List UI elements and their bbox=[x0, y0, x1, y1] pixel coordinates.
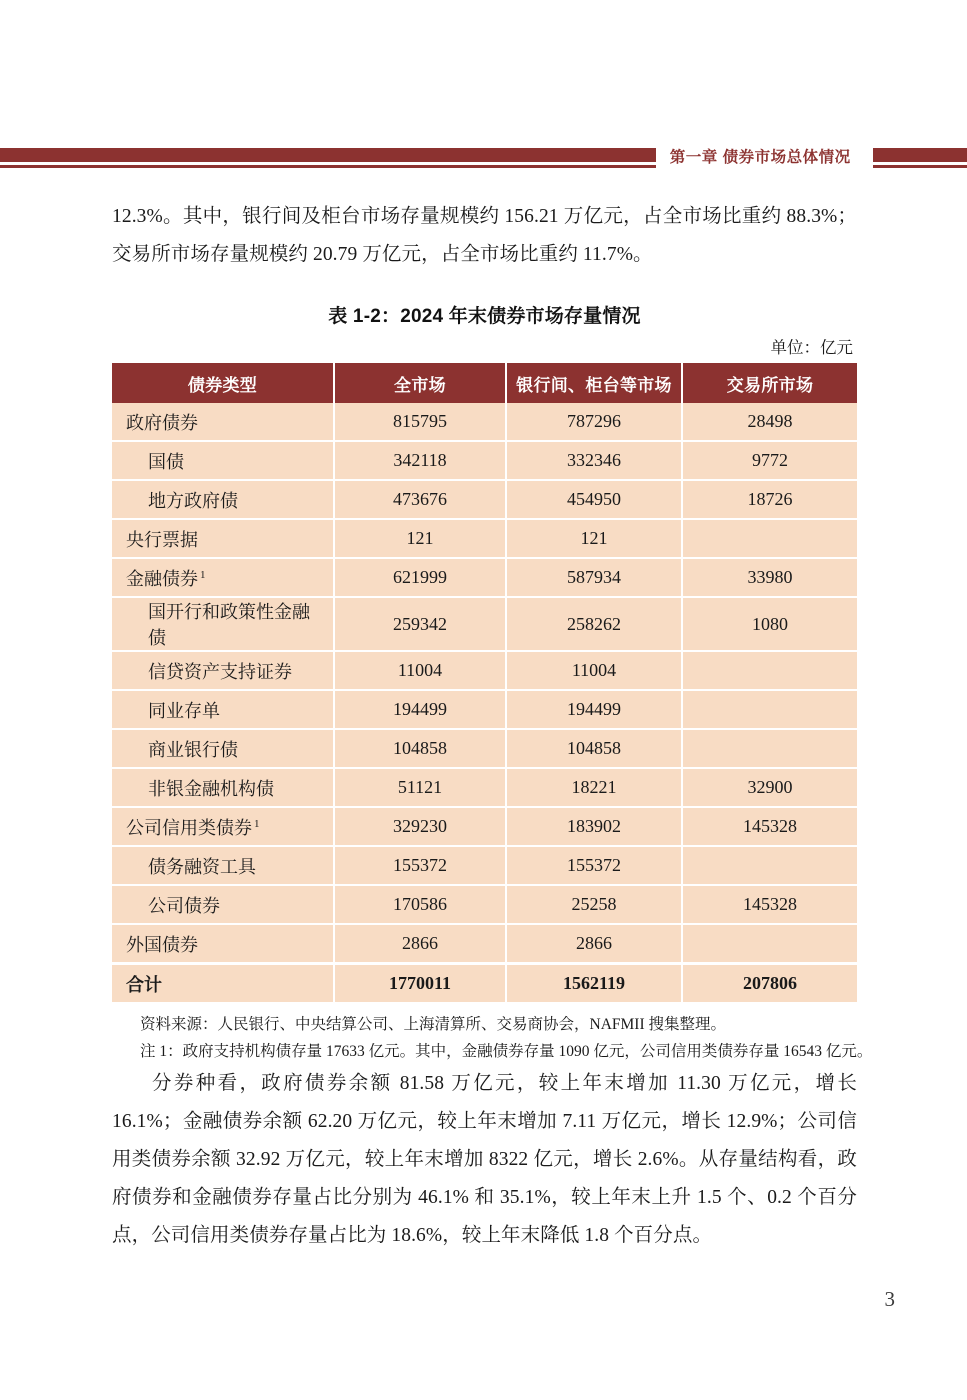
table-row bbox=[112, 480, 857, 519]
table-row bbox=[112, 768, 857, 807]
row-value: 342118 bbox=[334, 441, 506, 480]
table-row bbox=[112, 690, 857, 729]
column-header-all-market: 全市场 bbox=[334, 363, 506, 403]
row-label: 地方政府债 bbox=[112, 480, 334, 519]
row-value: 329230 bbox=[334, 807, 506, 846]
row-label: 信贷资产支持证券 bbox=[112, 651, 334, 690]
row-label: 同业存单 bbox=[112, 690, 334, 729]
row-label: 国开行和政策性金融债 bbox=[112, 597, 334, 651]
row-value: 11004 bbox=[506, 651, 682, 690]
bond-market-stock-table bbox=[112, 363, 857, 1002]
running-header bbox=[0, 143, 967, 173]
row-value bbox=[682, 729, 857, 768]
row-value: 155372 bbox=[334, 846, 506, 885]
table-header-row bbox=[112, 363, 857, 403]
table-row bbox=[112, 519, 857, 558]
page-number: 3 bbox=[884, 1287, 895, 1311]
table-row bbox=[112, 651, 857, 690]
row-value: 587934 bbox=[506, 558, 682, 597]
table-total-row bbox=[112, 964, 857, 1003]
header-rule-left bbox=[0, 148, 656, 168]
row-label: 债务融资工具 bbox=[112, 846, 334, 885]
table-row bbox=[112, 729, 857, 768]
row-value: 11004 bbox=[334, 651, 506, 690]
row-value bbox=[682, 846, 857, 885]
table-notes bbox=[112, 1011, 873, 1065]
table-row bbox=[112, 558, 857, 597]
column-header-interbank: 银行间、柜台等市场 bbox=[506, 363, 682, 403]
total-value: 207806 bbox=[682, 964, 857, 1003]
total-value: 1562119 bbox=[506, 964, 682, 1003]
table-row bbox=[112, 846, 857, 885]
row-value bbox=[682, 519, 857, 558]
header-rule-right bbox=[873, 148, 967, 168]
intro-paragraph: 12.3%。其中，银行间及柜台市场存量规模约 156.21 万亿元，占全市场比重约 88.3%；交易所市场存量规模约 20.79 万亿元，占全市场比重约 11.7%。 bbox=[112, 206, 857, 265]
row-label: 政府债券 bbox=[112, 403, 334, 441]
page-body bbox=[112, 198, 873, 1255]
row-label: 金融债券 $^1$ bbox=[112, 558, 334, 597]
row-value: 155372 bbox=[506, 846, 682, 885]
row-value: 194499 bbox=[506, 690, 682, 729]
note-source: 资料来源：人民银行、中央结算公司、上海清算所、交易商协会，NAFMII 搜集整理。 bbox=[140, 1016, 726, 1033]
row-value: 51121 bbox=[334, 768, 506, 807]
row-label: 央行票据 bbox=[112, 519, 334, 558]
total-label: 合计 bbox=[112, 964, 334, 1003]
row-value: 454950 bbox=[506, 480, 682, 519]
table-row bbox=[112, 924, 857, 964]
row-value: 104858 bbox=[506, 729, 682, 768]
row-value bbox=[682, 651, 857, 690]
table-unit-label: 单位：亿元 bbox=[770, 338, 853, 357]
row-value: 2866 bbox=[506, 924, 682, 964]
row-value: 121 bbox=[506, 519, 682, 558]
column-header-bond-type: 债券类型 bbox=[112, 363, 334, 403]
row-value: 32900 bbox=[682, 768, 857, 807]
row-value: 183902 bbox=[506, 807, 682, 846]
row-value: 25258 bbox=[506, 885, 682, 924]
row-value: 121 bbox=[334, 519, 506, 558]
note-footnote-1: 注 1：政府支持机构债存量 17633 亿元。其中，金融债券存量 1090 亿元，公司信用类债券存量 16543 亿元。 bbox=[140, 1043, 873, 1060]
row-value: 194499 bbox=[334, 690, 506, 729]
row-label: 外国债券 bbox=[112, 924, 334, 964]
row-value: 145328 bbox=[682, 807, 857, 846]
table-row bbox=[112, 441, 857, 480]
closing-paragraph: 分券种看，政府债券余额 81.58 万亿元，较上年末增加 11.30 万亿元，增长 16.1%；金融债券余额 62.20 万亿元，较上年末增加 7.11 万亿元，增长 12.9%；公司信用类债券余额 32.92 万亿元，较上年末增加 8322 亿元，增长 2.6%。从存量结构看，政府债券和金融债券存量占比分别为 46.1% 和 35.1%，较上年末上升 1.5 个、0.2 个百分点，公司信用类债券存量占比为 18.6%，较上年末降低 1.8 个百分点。 bbox=[112, 1073, 857, 1246]
row-label: 公司信用类债券 $^1$ bbox=[112, 807, 334, 846]
row-value: 815795 bbox=[334, 403, 506, 441]
row-value: 473676 bbox=[334, 480, 506, 519]
row-value: 170586 bbox=[334, 885, 506, 924]
row-value: 18221 bbox=[506, 768, 682, 807]
total-value: 1770011 bbox=[334, 964, 506, 1003]
table-body bbox=[112, 403, 857, 1002]
row-value: 332346 bbox=[506, 441, 682, 480]
table-row bbox=[112, 403, 857, 441]
table-caption: 表 1-2：2024 年末债券市场存量情况 bbox=[328, 306, 641, 327]
row-value: 2866 bbox=[334, 924, 506, 964]
row-value: 1080 bbox=[682, 597, 857, 651]
row-label: 非银金融机构债 bbox=[112, 768, 334, 807]
row-value: 621999 bbox=[334, 558, 506, 597]
table-row bbox=[112, 885, 857, 924]
footnote-marker: 1 bbox=[254, 817, 260, 830]
row-value: 259342 bbox=[334, 597, 506, 651]
row-value bbox=[682, 690, 857, 729]
row-label: 公司债券 bbox=[112, 885, 334, 924]
row-value: 104858 bbox=[334, 729, 506, 768]
row-value: 145328 bbox=[682, 885, 857, 924]
row-value: 258262 bbox=[506, 597, 682, 651]
row-value: 18726 bbox=[682, 480, 857, 519]
chapter-title: 第一章 债券市场总体情况 bbox=[669, 149, 851, 166]
row-label: 国债 bbox=[112, 441, 334, 480]
row-value: 33980 bbox=[682, 558, 857, 597]
footnote-marker: 1 bbox=[200, 568, 206, 581]
table-row bbox=[112, 807, 857, 846]
row-value bbox=[682, 924, 857, 964]
row-value: 28498 bbox=[682, 403, 857, 441]
column-header-exchange: 交易所市场 bbox=[682, 363, 857, 403]
row-label: 商业银行债 bbox=[112, 729, 334, 768]
row-value: 787296 bbox=[506, 403, 682, 441]
row-value: 9772 bbox=[682, 441, 857, 480]
table-row bbox=[112, 597, 857, 651]
